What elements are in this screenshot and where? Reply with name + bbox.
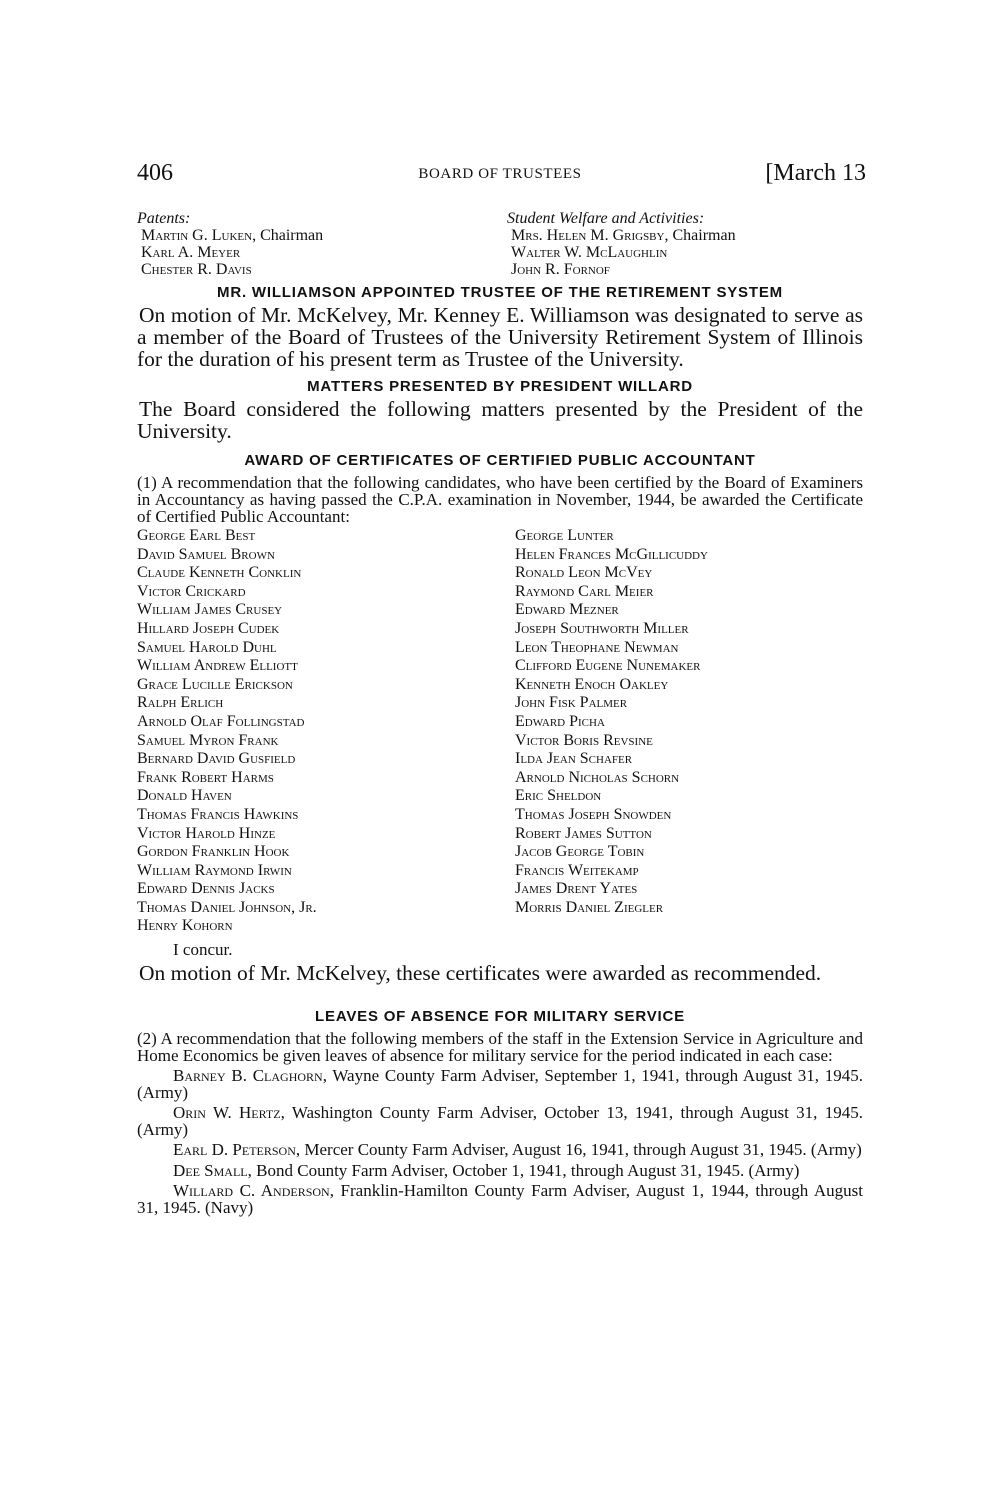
section-heading-cpa: AWARD OF CERTIFICATES OF CERTIFIED PUBLIC ACCOUNTANT xyxy=(244,452,756,469)
candidate-name: David Samuel Brown xyxy=(137,545,275,563)
committee-member: Karl A. Meyer xyxy=(141,244,241,261)
candidate-name: Thomas Francis Hawkins xyxy=(137,805,299,823)
leave-detail: , Washington County Farm Adviser, October 13, 1941, through August 31, 1945. (Army) xyxy=(137,1103,864,1139)
candidate-name: George Earl Best xyxy=(137,527,256,544)
leave-entry xyxy=(137,1160,863,1180)
candidate-name: Samuel Harold Duhl xyxy=(137,638,277,656)
candidate-column-left xyxy=(137,527,515,936)
candidate-name: George Lunter xyxy=(515,527,614,544)
candidate-name: Robert James Sutton xyxy=(515,824,652,842)
candidate-name: Samuel Myron Frank xyxy=(137,731,279,749)
williamson-paragraph: On motion of Mr. McKelvey, Mr. Kenney E. Williamson was designated to serve as a member of the Board of Trustees of the University Retirement System of Illinois for the duration of his present term as Trustee of the University. xyxy=(137,303,863,371)
candidate-column-right xyxy=(515,527,863,936)
document-page xyxy=(137,160,866,1217)
leave-detail: , Franklin-Hamilton County Farm Adviser, August 1, 1944, through August 31, 1945. (Navy) xyxy=(137,1181,864,1217)
leave-entry xyxy=(137,1068,863,1101)
staff-name: Willard C. Anderson xyxy=(173,1181,330,1201)
candidate-name: Ilda Jean Schafer xyxy=(515,750,633,768)
candidate-name: Edward Dennis Jacks xyxy=(137,880,275,898)
concur-line: I concur. xyxy=(173,940,233,960)
committee-student-welfare xyxy=(507,210,863,278)
committee-title: Patents: xyxy=(137,210,191,227)
candidate-name: Francis Weitekamp xyxy=(515,861,639,879)
candidate-name: Hillard Joseph Cudek xyxy=(137,619,280,637)
candidate-name: Edward Picha xyxy=(515,712,605,730)
candidate-name: Eric Sheldon xyxy=(515,787,602,805)
candidate-name: Kenneth Enoch Oakley xyxy=(515,675,669,693)
candidate-name: Victor Boris Revsine xyxy=(515,731,653,749)
candidate-name: Frank Robert Harms xyxy=(137,768,274,786)
running-head xyxy=(137,160,866,194)
staff-name: Barney B. Claghorn xyxy=(173,1066,323,1086)
section-heading-leaves: LEAVES OF ABSENCE FOR MILITARY SERVICE xyxy=(315,1008,685,1026)
candidate-name: Raymond Carl Meier xyxy=(515,582,654,600)
candidate-name: William Andrew Elliott xyxy=(137,657,298,675)
leave-entry xyxy=(137,1105,863,1138)
candidate-name: Jacob George Tobin xyxy=(515,843,645,861)
page-number: 406 xyxy=(137,160,173,186)
committee-title: Student Welfare and Activities: xyxy=(507,210,705,227)
candidate-name: John Fisk Palmer xyxy=(515,694,628,712)
candidate-name: Grace Lucille Erickson xyxy=(137,675,293,693)
leave-detail: , Bond County Farm Adviser, October 1, 1941, through August 31, 1945. (Army) xyxy=(247,1160,800,1180)
leave-detail: , Wayne County Farm Adviser, September 1, 1941, through August 31, 1945. (Army) xyxy=(137,1066,863,1102)
candidate-name: Arnold Olaf Follingstad xyxy=(137,712,305,730)
candidate-name: Victor Crickard xyxy=(137,582,246,600)
candidate-name: James Drent Yates xyxy=(515,880,638,898)
leave-entry xyxy=(137,1183,863,1216)
candidate-name: Arnold Nicholas Schorn xyxy=(515,768,680,786)
candidate-name: Edward Mezner xyxy=(515,601,619,619)
running-title: BOARD OF TRUSTEES xyxy=(418,166,582,182)
candidate-name: Donald Haven xyxy=(137,787,232,805)
candidate-name: Leon Theophane Newman xyxy=(515,638,679,656)
candidate-name: William Raymond Irwin xyxy=(137,861,292,879)
candidate-name: Thomas Joseph Snowden xyxy=(515,805,672,823)
staff-name: Dee Small xyxy=(173,1160,248,1180)
candidate-name: Ralph Erlich xyxy=(137,694,224,712)
staff-name: Orin W. Hertz xyxy=(173,1103,281,1123)
candidate-name: William James Crusey xyxy=(137,601,283,619)
committee-member: Martin G. Luken, Chairman xyxy=(141,227,324,244)
candidate-name: Claude Kenneth Conklin xyxy=(137,564,302,582)
leave-entry xyxy=(137,1142,863,1159)
matters-paragraph: The Board considered the following matters presented by the President of the University. xyxy=(137,397,863,443)
candidate-name: Gordon Franklin Hook xyxy=(137,843,290,861)
candidate-name: Victor Harold Hinze xyxy=(137,824,276,842)
committee-lists xyxy=(137,210,863,278)
committee-member: Chester R. Davis xyxy=(141,261,252,278)
section-heading-matters: MATTERS PRESENTED BY PRESIDENT WILLARD xyxy=(307,378,693,395)
candidate-name: Helen Frances McGillicuddy xyxy=(515,545,708,563)
candidate-name: Bernard David Gusfield xyxy=(137,750,296,768)
committee-member: Walter W. McLaughlin xyxy=(511,244,668,261)
cpa-motion: On motion of Mr. McKelvey, these certificates were awarded as recommended. xyxy=(139,961,822,986)
committee-member: Mrs. Helen M. Grigsby, Chairman xyxy=(511,227,736,244)
committee-member: John R. Fornof xyxy=(511,261,610,278)
leaves-recommendation: (2) A recommendation that the following members of the staff in the Extension Service in Agriculture and Home Economics be given leaves of absence for military service for the period indicated in each case: xyxy=(137,1029,863,1066)
candidate-name: Henry Kohorn xyxy=(137,917,233,935)
cpa-recommendation: (1) A recommendation that the following candidates, who have been certified by the Board of Examiners in Accountancy as having passed the C.P.A. examination in November, 1944, be awarded the Certificate of Certified Public Accountant: xyxy=(137,473,863,526)
candidate-name: Joseph Southworth Miller xyxy=(515,619,689,637)
staff-name: Earl D. Peterson xyxy=(173,1140,296,1160)
candidate-name: Ronald Leon McVey xyxy=(515,564,653,582)
candidate-name: Morris Daniel Ziegler xyxy=(515,898,664,916)
leave-detail: , Mercer County Farm Adviser, August 16, 1941, through August 31, 1945. (Army) xyxy=(295,1140,862,1160)
candidate-name: Clifford Eugene Nunemaker xyxy=(515,657,701,675)
section-heading-williamson: MR. WILLIAMSON APPOINTED TRUSTEE OF THE RETIREMENT SYSTEM xyxy=(217,284,783,301)
running-date: [March 13 xyxy=(765,160,866,186)
leave-list xyxy=(137,1068,863,1216)
candidate-name: Thomas Daniel Johnson, Jr. xyxy=(137,898,317,916)
candidate-list xyxy=(137,527,863,936)
committee-patents xyxy=(137,210,507,278)
